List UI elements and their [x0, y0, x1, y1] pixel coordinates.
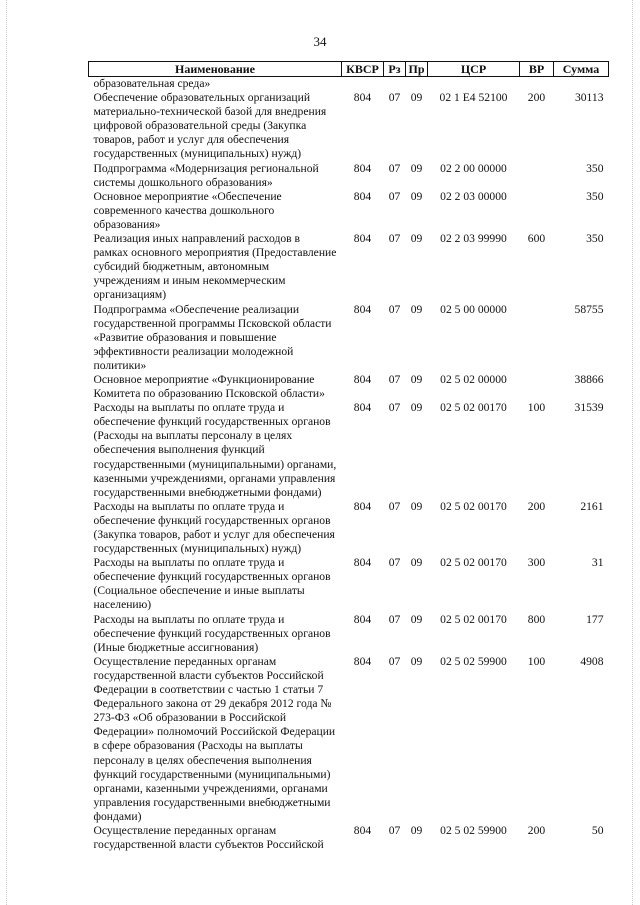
- table-header: [89, 62, 609, 77]
- cell-pr: 09: [410, 189, 423, 203]
- cell-rz: 07: [388, 401, 401, 415]
- cell-pr: [406, 77, 428, 92]
- cell-pr: 09: [410, 401, 423, 415]
- left-margin-line: [6, 0, 8, 905]
- right-margin-line: [632, 0, 634, 905]
- table-row: [89, 655, 609, 824]
- cell-kvsr: 804: [353, 612, 372, 626]
- cell-csr: [428, 77, 520, 92]
- cell-rz: 07: [388, 232, 401, 246]
- cell-name: Расходы на выплаты по оплате труда и обеспечение функций государственных органов (Иные бюджетные ассигнования): [93, 612, 331, 654]
- table-row: [89, 91, 609, 161]
- cell-sum: [554, 77, 609, 92]
- cell-kvsr: 804: [353, 823, 372, 837]
- cell-vr: 800: [527, 612, 546, 626]
- cell-name: Основное мероприятие «Обеспечение современного качества дошкольного образования»: [93, 189, 282, 231]
- cell-csr: 02 5 02 00170: [440, 401, 507, 415]
- cell-csr: 02 5 02 00170: [440, 556, 507, 570]
- cell-sum: 4908: [580, 654, 604, 668]
- header-name: Наименование: [89, 62, 342, 77]
- cell-csr: 02 5 02 00000: [440, 372, 507, 386]
- table-row: [89, 613, 609, 655]
- table-row: [89, 401, 609, 500]
- header-sum: Сумма: [554, 62, 609, 77]
- cell-name: Расходы на выплаты по оплате труда и обеспечение функций государственных органов (Социальное обеспечение и иные выплаты населению): [93, 556, 331, 612]
- cell-kvsr: 804: [353, 654, 372, 668]
- table-row: [89, 232, 609, 302]
- cell-name: Подпрограмма «Обеспечение реализации государственной программы Псковской области «Развитие образования и повышение эффективности реализации молодежной политики»: [93, 302, 332, 372]
- cell-kvsr: 804: [353, 91, 372, 105]
- header-csr: ЦСР: [428, 62, 520, 77]
- cell-rz: 07: [388, 612, 401, 626]
- cell-csr: 02 5 02 59900: [440, 823, 507, 837]
- cell-vr: 200: [527, 823, 546, 837]
- header-kvsr: КВСР: [342, 62, 384, 77]
- table-row: [89, 373, 609, 401]
- cell-pr: 09: [410, 612, 423, 626]
- cell-pr: 09: [410, 499, 423, 513]
- cell-pr: 09: [410, 556, 423, 570]
- cell-sum: 38866: [574, 372, 604, 386]
- cell-rz: 07: [388, 302, 401, 316]
- cell-kvsr: 804: [353, 556, 372, 570]
- cell-csr: 02 5 00 00000: [440, 302, 507, 316]
- cell-pr: 09: [410, 232, 423, 246]
- cell-vr: [520, 303, 554, 373]
- cell-vr: 300: [527, 556, 546, 570]
- page-number: 34: [313, 34, 327, 49]
- cell-vr: 200: [527, 499, 546, 513]
- cell-sum: 30113: [574, 91, 604, 105]
- cell-sum: 58755: [574, 302, 604, 316]
- cell-kvsr: 804: [353, 161, 372, 175]
- cell-name: Обеспечение образовательных организаций материально-технической базой для внедрения цифровой образовательной среды (Закупка товаров, работ и услуг для обеспечения государственных (муниципальных) нужд): [93, 91, 327, 161]
- cell-pr: 09: [410, 91, 423, 105]
- cell-name: Осуществление переданных органам государственной власти субъектов Российской: [93, 823, 324, 852]
- cell-pr: 09: [410, 372, 423, 386]
- cell-name: Подпрограмма «Модернизация региональной системы дошкольного образования»: [93, 161, 319, 189]
- cell-kvsr: [342, 77, 384, 92]
- cell-name: Осуществление переданных органам государственной власти субъектов Российской Федерации в соответствии с частью 1 статьи 7 Федерального закона от 29 декабря 2012 года № 273-ФЗ «Об образовании в Российской Федерации» полномочий Российской Федерации в сфере образования (Расходы на выплаты персоналу в целях обеспечения выполнения функций государственными (муниципальными) органами, казенными учреждениями, органами управления государственными внебюджетными фондами): [93, 654, 336, 823]
- cell-vr: [520, 77, 554, 92]
- cell-vr: 100: [527, 654, 546, 668]
- table-row: [89, 556, 609, 612]
- table-row: [89, 162, 609, 190]
- table-row: [89, 824, 609, 852]
- cell-name: Расходы на выплаты по оплате труда и обеспечение функций государственных органов (Расходы на выплаты персоналу в целях обеспечения выполнения функций государственными (муниципальными) органами, казенными учреждениями, органами управления государственными внебюджетными фондами): [93, 401, 337, 499]
- cell-kvsr: 804: [353, 302, 372, 316]
- cell-rz: 07: [388, 91, 401, 105]
- cell-name: Основное мероприятие «Функционирование Комитета по образованию Псковской области»: [93, 372, 325, 401]
- table-row: [89, 77, 609, 92]
- cell-kvsr: 804: [353, 499, 372, 513]
- cell-pr: 09: [410, 654, 423, 668]
- table-row: [89, 303, 609, 373]
- cell-vr: [520, 190, 554, 232]
- cell-rz: 07: [388, 556, 401, 570]
- cell-rz: 07: [388, 499, 401, 513]
- cell-rz: 07: [388, 654, 401, 668]
- cell-pr: 09: [410, 161, 423, 175]
- cell-rz: 07: [388, 372, 401, 386]
- cell-csr: 02 2 00 00000: [440, 161, 507, 175]
- header-vr: ВР: [520, 62, 554, 77]
- cell-sum: 350: [586, 189, 604, 203]
- cell-csr: 02 5 02 00170: [440, 612, 507, 626]
- cell-vr: [520, 373, 554, 401]
- table-row: [89, 500, 609, 556]
- cell-rz: 07: [388, 823, 401, 837]
- cell-kvsr: 804: [353, 372, 372, 386]
- cell-vr: 100: [527, 401, 546, 415]
- table-row: [89, 190, 609, 232]
- cell-sum: 31539: [574, 401, 604, 415]
- cell-rz: 07: [388, 161, 401, 175]
- cell-vr: [520, 162, 554, 190]
- cell-kvsr: 804: [353, 401, 372, 415]
- cell-kvsr: 804: [353, 232, 372, 246]
- table-body: [89, 77, 609, 853]
- cell-pr: 09: [410, 823, 423, 837]
- cell-vr: 600: [527, 232, 546, 246]
- cell-csr: 02 1 Е4 52100: [439, 91, 508, 105]
- cell-name: образовательная среда»: [93, 77, 211, 90]
- cell-rz: 07: [388, 189, 401, 203]
- cell-csr: 02 2 03 00000: [440, 189, 507, 203]
- header-rz: Рз: [384, 62, 406, 77]
- cell-vr: 200: [527, 91, 546, 105]
- cell-csr: 02 5 02 00170: [440, 499, 507, 513]
- cell-rz: [384, 77, 406, 92]
- cell-sum: 350: [586, 232, 604, 246]
- header-pr: Пр: [406, 62, 428, 77]
- cell-name: Расходы на выплаты по оплате труда и обеспечение функций государственных органов (Закупка товаров, работ и услуг для обеспечения государственных (муниципальных) нужд): [93, 499, 335, 556]
- cell-csr: 02 5 02 59900: [440, 654, 507, 668]
- cell-sum: 177: [586, 612, 604, 626]
- cell-kvsr: 804: [353, 189, 372, 203]
- cell-sum: 350: [586, 161, 604, 175]
- cell-sum: 50: [591, 823, 604, 837]
- budget-table: [88, 61, 609, 852]
- cell-name: Реализация иных направлений расходов в рамках основного мероприятия (Предоставление субсидий бюджетным, автономным учреждениям и иным некоммерческим организациям): [93, 232, 337, 302]
- cell-csr: 02 2 03 99990: [440, 232, 507, 246]
- cell-sum: 2161: [580, 499, 604, 513]
- cell-sum: 31: [591, 556, 604, 570]
- cell-pr: 09: [410, 302, 423, 316]
